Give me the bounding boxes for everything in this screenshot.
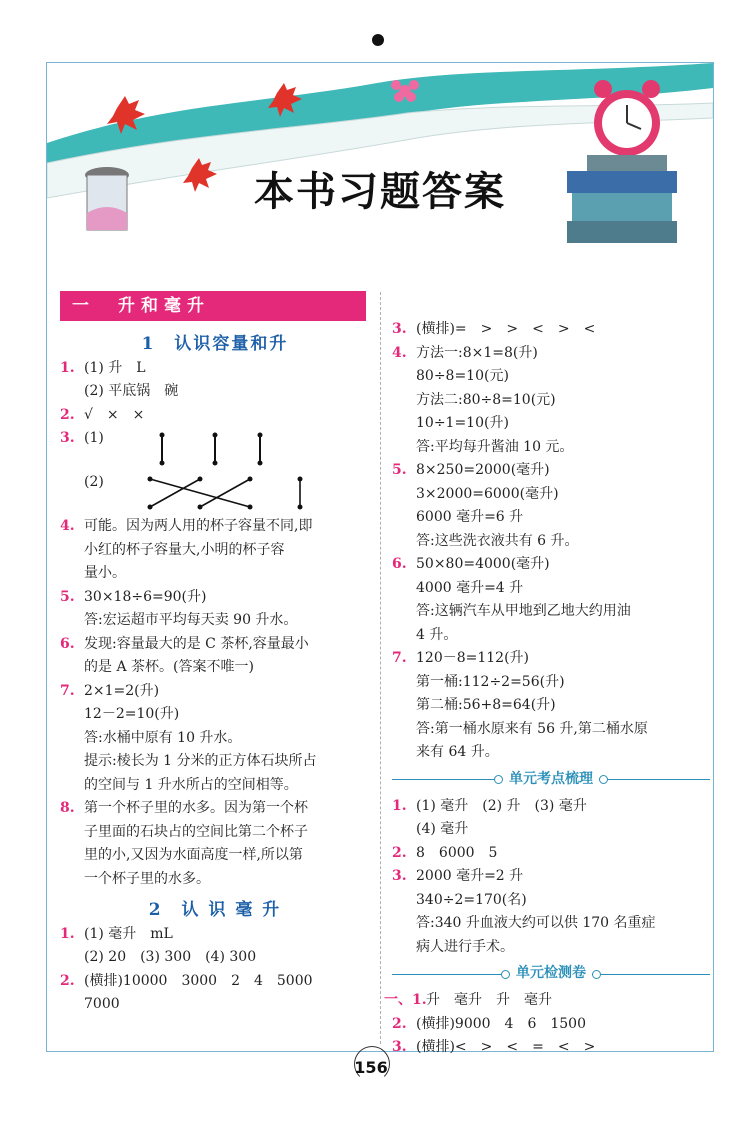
answer-r7-line5: 来有 64 升。 (416, 744, 499, 760)
answer-r5: 5. 8×250=2000(毫升) (392, 462, 550, 478)
answer-4-line3: 量小。 (84, 565, 126, 581)
answer-r7-line3: 第二桶:56+8=64(升) (416, 697, 556, 713)
alarm-clock-icon (594, 80, 660, 156)
summary-answer-2: 2. 8 6000 5 (392, 844, 498, 861)
answer-6-line2: 的是 A 茶杯。(答案不唯一) (84, 659, 254, 675)
summary-answer-3-line4: 病人进行手术。 (416, 938, 514, 955)
answer-8-line4: 一个杯子里的水多。 (84, 870, 210, 887)
left-column (60, 291, 370, 1017)
answer-r5-line2: 3×2000=6000(毫升) (416, 485, 559, 502)
answer-7-line4: 提示:棱长为 1 分米的正方体石块所占 (84, 753, 317, 769)
page-number: 156 (346, 1052, 396, 1071)
answer-3-part2: (2) (60, 471, 370, 515)
summary-answer-3-line2: 340÷2=170(名) (416, 891, 527, 908)
answer-r5-line3: 6000 毫升=6 升 (416, 509, 524, 525)
answer-r4-line4: 10÷1=10(升) (416, 415, 509, 431)
answer-5: 5. 30×18÷6=90(升) (60, 588, 207, 605)
answer-3-part1: 3. (1) (60, 427, 370, 471)
s2-answer-1: 1. (1) 毫升 mL (60, 925, 173, 942)
answer-8: 8. 第一个杯子里的水多。因为第一个杯 (60, 800, 308, 816)
column-divider (380, 292, 381, 1044)
answer-2: 2. √ × × (60, 406, 145, 423)
unit-summary-banner: 单元考点梳理 (392, 767, 710, 793)
answer-7-line3: 答:水桶中原有 10 升水。 (84, 729, 242, 746)
summary-answer-1-line2: (4) 毫升 (416, 821, 469, 837)
test-answer-2: 2. (横排)9000 4 6 1500 (392, 1015, 586, 1032)
answer-r4: 4. 方法一:8×1=8(升) (392, 344, 538, 361)
answer-7-line2: 12－2=10(升) (84, 706, 180, 722)
answer-r7-line4: 答:第一桶水原来有 56 升,第二桶水原 (416, 720, 648, 737)
s2-answer-1-line2: (2) 20 (3) 300 (4) 300 (84, 949, 257, 965)
answer-7-line5: 的空间与 1 升水所占的空间相等。 (84, 776, 298, 793)
test-answer-3: 3. (横排)< > < = < > (392, 1039, 596, 1055)
matching-lines-2 (140, 473, 320, 513)
answer-r6-line3: 答:这辆汽车从甲地到乙地大约用油 (416, 603, 631, 619)
summary-answer-3-line3: 答:340 升血液大约可以供 170 名重症 (416, 915, 656, 931)
answer-6: 6. 发现:容量最大的是 C 茶杯,容量最小 (60, 635, 309, 652)
unit-test-banner: 单元检测卷 (392, 961, 710, 987)
answer-1b: (2) 平底锅 碗 (84, 383, 179, 399)
answer-7: 7. 2×1=2(升) (60, 682, 160, 699)
answer-5-line2: 答:宏运超市平均每天卖 90 升水。 (84, 612, 298, 628)
answer-r4-line3: 方法二:80÷8=10(元) (416, 391, 556, 408)
answer-8-line3: 里的小,又因为水面高度一样,所以第 (84, 847, 303, 863)
books-icon (567, 155, 677, 243)
answer-8-line2: 子里面的石块占的空间比第二个杯子 (84, 823, 308, 840)
section-heading-2: 2 认 识 毫 升 (148, 900, 282, 920)
answer-r3: 3. (横排)= > > < > < (392, 321, 596, 337)
s2-answer-2: 2. (横排)10000 3000 2 4 5000 (60, 972, 313, 989)
answer-r7: 7. 120－8=112(升) (392, 650, 530, 666)
page-title: 本书习题答案 (254, 169, 506, 215)
summary-answer-1: 1. (1) 毫升 (2) 升 (3) 毫升 (392, 797, 587, 814)
answer-r6-line4: 4 升。 (416, 626, 458, 643)
answer-r6: 6. 50×80=4000(毫升) (392, 556, 550, 572)
matching-lines-1 (140, 429, 280, 469)
right-column (384, 318, 710, 1060)
binding-dot (372, 34, 384, 46)
summary-answer-3: 3. 2000 毫升=2 升 (392, 868, 524, 884)
hourglass-icon (85, 167, 129, 230)
chapter-heading: 一 升和毫升 (60, 291, 366, 321)
answer-r7-line2: 第一桶:112÷2=56(升) (416, 673, 565, 690)
section-heading-1: 1 认识容量和升 (141, 334, 289, 354)
answer-r4-line2: 80÷8=10(元) (416, 368, 509, 384)
answer-4-line2: 小红的杯子容量大,小明的杯子容 (84, 541, 285, 558)
answer-4: 4. 可能。因为两人用的杯子容量不同,即 (60, 518, 313, 534)
answer-r6-line2: 4000 毫升=4 升 (416, 579, 524, 596)
test-answer-1: 一、1. 升 毫升 升 毫升 (384, 992, 552, 1008)
s2-answer-2-line2: 7000 (84, 996, 120, 1012)
answer-r5-line4: 答:这些洗衣液共有 6 升。 (416, 532, 579, 549)
answer-1: 1. (1) 升 L (60, 359, 146, 376)
answer-r4-line5: 答:平均每升酱油 10 元。 (416, 438, 574, 455)
